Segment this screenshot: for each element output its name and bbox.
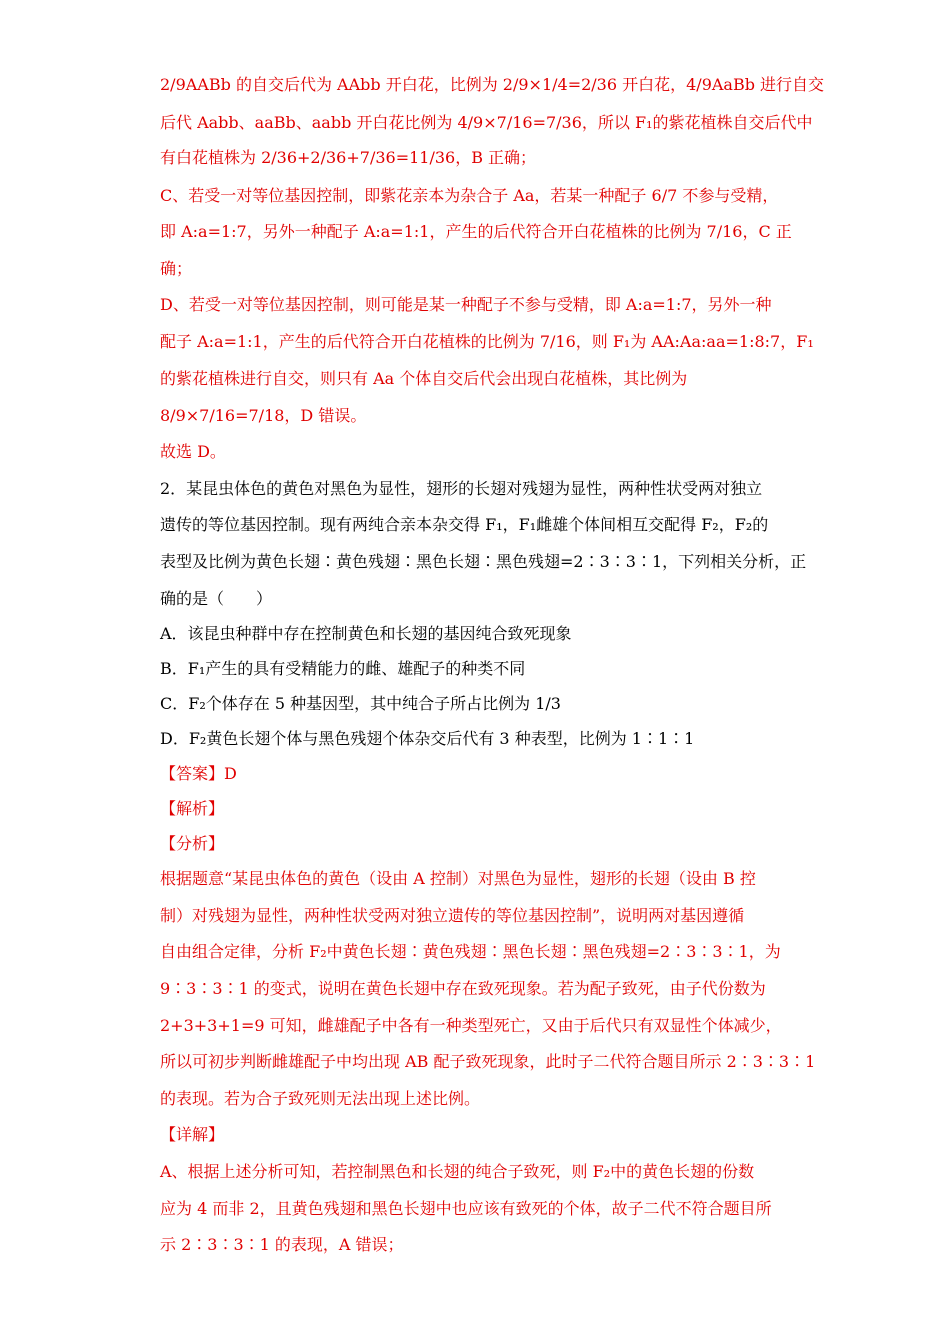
option-b: B．F₁产生的具有受精能力的雌、雄配子的种类不同 xyxy=(160,659,526,678)
fenxi-label: 【分析】 xyxy=(160,834,225,853)
option-a: A．该昆虫种群中存在控制黄色和长翅的基因纯合致死现象 xyxy=(160,624,572,643)
option-d: D．F₂黄色长翅个体与黑色残翅个体杂交后代有 3 种表型，比例为 1∶1∶1 xyxy=(160,729,695,748)
question-text: 确的是（ ） xyxy=(160,589,273,608)
text-line: 应为 4 而非 2，且黄色残翅和黑色长翅中也应该有致死的个体，故子二代不符合题目所 xyxy=(160,1199,772,1218)
text-line: D、若受一对等位基因控制，则可能是某一种配子不参与受精，即 A:a=1:7，另外一种 xyxy=(160,295,772,314)
question-text: 2．某昆虫体色的黄色对黑色为显性，翅形的长翅对残翅为显性，两种性状受两对独立 xyxy=(160,479,763,498)
question-text: 表型及比例为黄色长翅∶黄色残翅∶黑色长翅∶黑色残翅=2∶3∶3∶1，下列相关分析，正 xyxy=(160,552,807,571)
answer-label: 【答案】D xyxy=(160,764,237,783)
text-line: 后代 Aabb、aaBb、aabb 开白花比例为 4/9×7/16=7/36，所以 F₁的紫花植株自交后代中 xyxy=(160,113,813,132)
text-line: 2+3+3+1=9 可知，雌雄配子中各有一种类型死亡，又由于后代只有双显性个体减少， xyxy=(160,1016,782,1035)
text-line: 根据题意“某昆虫体色的黄色（设由 A 控制）对黑色为显性，翅形的长翅（设由 B 控 xyxy=(160,869,756,888)
text-line: A、根据上述分析可知，若控制黑色和长翅的纯合子致死，则 F₂中的黄色长翅的份数 xyxy=(160,1162,755,1181)
text-line: 制）对残翅为显性，两种性状受两对独立遗传的等位基因控制”，说明两对基因遵循 xyxy=(160,906,745,925)
text-line: 所以可初步判断雌雄配子中均出现 AB 配子致死现象，此时子二代符合题目所示 2∶3∶3∶1 xyxy=(160,1052,816,1071)
text-line: 的表现。若为合子致死则无法出现上述比例。 xyxy=(160,1089,481,1108)
detail-label: 【详解】 xyxy=(160,1125,225,1144)
text-line: 的紫花植株进行自交，则只有 Aa 个体自交后代会出现白花植株，其比例为 xyxy=(160,369,688,388)
text-line: C、若受一对等位基因控制，即紫花亲本为杂合子 Aa，若某一种配子 6/7 不参与受精， xyxy=(160,186,779,205)
text-line: 8/9×7/16=7/18，D 错误。 xyxy=(160,406,367,425)
text-line: 配子 A:a=1:1，产生的后代符合开白花植株的比例为 7/16，则 F₁为 AA:Aa:aa=1:8:7，F₁ xyxy=(160,332,814,351)
question-text: 遗传的等位基因控制。现有两纯合亲本杂交得 F₁，F₁雌雄个体间相互交配得 F₂，F₂的 xyxy=(160,515,769,534)
analysis-label: 【解析】 xyxy=(160,799,225,818)
text-line: 示 2∶3∶3∶1 的表现，A 错误； xyxy=(160,1235,404,1254)
text-line: 有白花植株为 2/36+2/36+7/36=11/36，B 正确； xyxy=(160,148,537,167)
text-line: 9∶3∶3∶1 的变式，说明在黄色长翅中存在致死现象。若为配子致死，由子代份数为 xyxy=(160,979,766,998)
text-line: 即 A:a=1:7，另外一种配子 A:a=1:1，产生的后代符合开白花植株的比例为 7/16，C 正 xyxy=(160,222,792,241)
text-line: 确； xyxy=(160,259,193,278)
text-line: 故选 D。 xyxy=(160,442,226,461)
text-line: 2/9AABb 的自交后代为 AAbb 开白花，比例为 2/9×1/4=2/36 开白花，4/9AaBb 进行自交 xyxy=(160,75,825,94)
text-line: 自由组合定律，分析 F₂中黄色长翅∶黄色残翅∶黑色长翅∶黑色残翅=2∶3∶3∶1，为 xyxy=(160,942,781,961)
option-c: C．F₂个体存在 5 种基因型，其中纯合子所占比例为 1/3 xyxy=(160,694,561,713)
